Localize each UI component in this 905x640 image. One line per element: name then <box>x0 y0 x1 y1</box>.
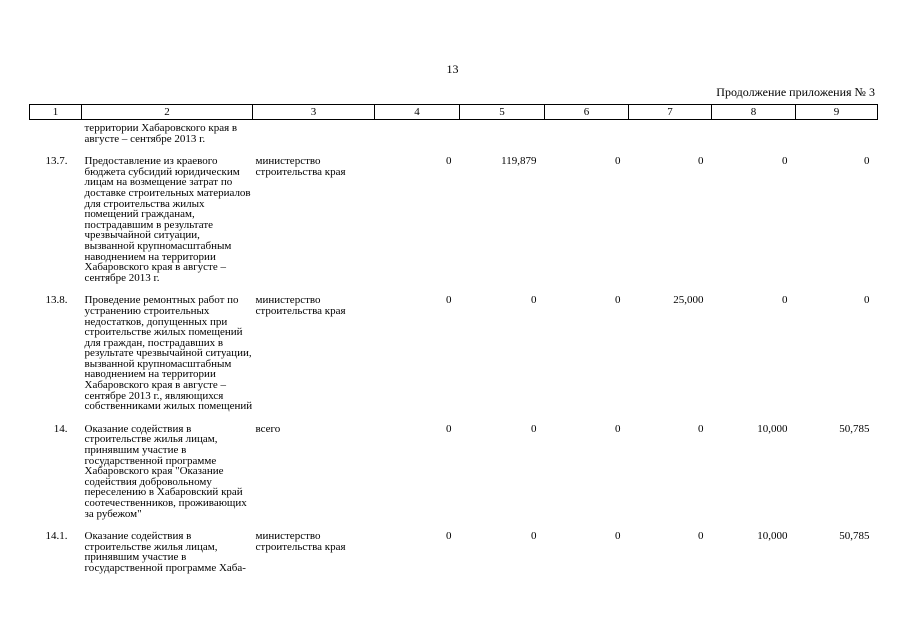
row-value-col-6: 0 <box>615 422 621 435</box>
row-value-col-7: 0 <box>698 422 704 435</box>
table-row <box>30 283 878 412</box>
row-value-col-9: 0 <box>864 155 870 168</box>
header-col-6: 6 <box>545 105 629 120</box>
row-value-col-4: 0 <box>446 422 452 435</box>
table-row <box>30 519 878 573</box>
row-value-col-9: 0 <box>864 294 870 307</box>
header-row <box>30 105 878 120</box>
row-description: Проведение ремонтных работ по устранению строительных недостатков, допущенных при строительстве жилых помещений для граждан, пострадавших в результате чрезвычайной ситуации, вызванной крупномасштабным наводнением на территории Хабаровского края в августе – сентябре 2013 г., являющихся собственниками жилых помещений <box>84 294 253 413</box>
appendix-table <box>29 104 878 574</box>
header-col-4: 4 <box>375 105 460 120</box>
row-value-col-8: 10,000 <box>757 422 788 435</box>
row-value-col-5: 119,879 <box>501 155 537 168</box>
row-value-col-5: 0 <box>531 530 537 543</box>
table-row <box>30 144 878 283</box>
row-number: 14. <box>53 422 68 435</box>
row-value-col-7: 0 <box>698 155 704 168</box>
row-value-col-4: 0 <box>446 155 452 168</box>
row-value-col-5: 0 <box>531 294 537 307</box>
row-number: 13.7. <box>45 155 68 168</box>
header-col-1: 1 <box>30 105 82 120</box>
row-value-col-6: 0 <box>615 155 621 168</box>
row-executor: министерство строительства края <box>255 530 346 553</box>
continued-description: территории Хабаровского края в августе – сентябре 2013 г. <box>84 122 238 145</box>
row-value-col-7: 0 <box>698 530 704 543</box>
row-executor: министерство строительства края <box>255 294 346 317</box>
table-row-continued <box>30 120 878 145</box>
row-description: Оказание содействия в строительстве жилья лицам, принявшим участие в государственной программе Хаба- <box>84 530 246 574</box>
header-col-9: 9 <box>796 105 878 120</box>
row-value-col-8: 0 <box>782 294 788 307</box>
row-number: 14.1. <box>45 530 68 543</box>
row-value-col-8: 0 <box>782 155 788 168</box>
row-value-col-9: 50,785 <box>839 422 870 435</box>
row-value-col-7: 25,000 <box>673 294 704 307</box>
row-description: Предоставление из краевого бюджета субсидий юридическим лицам на возмещение затрат по доставке строительных материалов для строительства жилых помещений гражданам, пострадавшим в результате чрезвычайной ситуации, вызванной крупномасштабным наводнением на территории Хабаровского края в августе – сентябре 2013 г. <box>84 155 251 284</box>
row-number: 13.8. <box>45 294 68 307</box>
row-value-col-8: 10,000 <box>757 530 788 543</box>
header-col-2: 2 <box>82 105 253 120</box>
page-number: 13 <box>446 62 459 76</box>
row-value-col-6: 0 <box>615 294 621 307</box>
row-executor: всего <box>255 422 281 435</box>
row-value-col-6: 0 <box>615 530 621 543</box>
continuation-label: Продолжение приложения № 3 <box>716 85 875 99</box>
row-value-col-9: 50,785 <box>839 530 870 543</box>
row-value-col-4: 0 <box>446 530 452 543</box>
row-value-col-5: 0 <box>531 422 537 435</box>
row-description: Оказание содействия в строительстве жилья лицам, принявшим участие в государственной программе Хабаровского края "Оказание содействия добровольному переселению в Хабаровский край соотечественников, проживающих за рубежом" <box>84 422 247 520</box>
row-value-col-4: 0 <box>446 294 452 307</box>
header-col-8: 8 <box>712 105 796 120</box>
table-row <box>30 412 878 519</box>
row-executor: министерство строительства края <box>255 155 346 178</box>
header-col-7: 7 <box>629 105 712 120</box>
header-col-5: 5 <box>460 105 545 120</box>
header-col-3: 3 <box>253 105 375 120</box>
